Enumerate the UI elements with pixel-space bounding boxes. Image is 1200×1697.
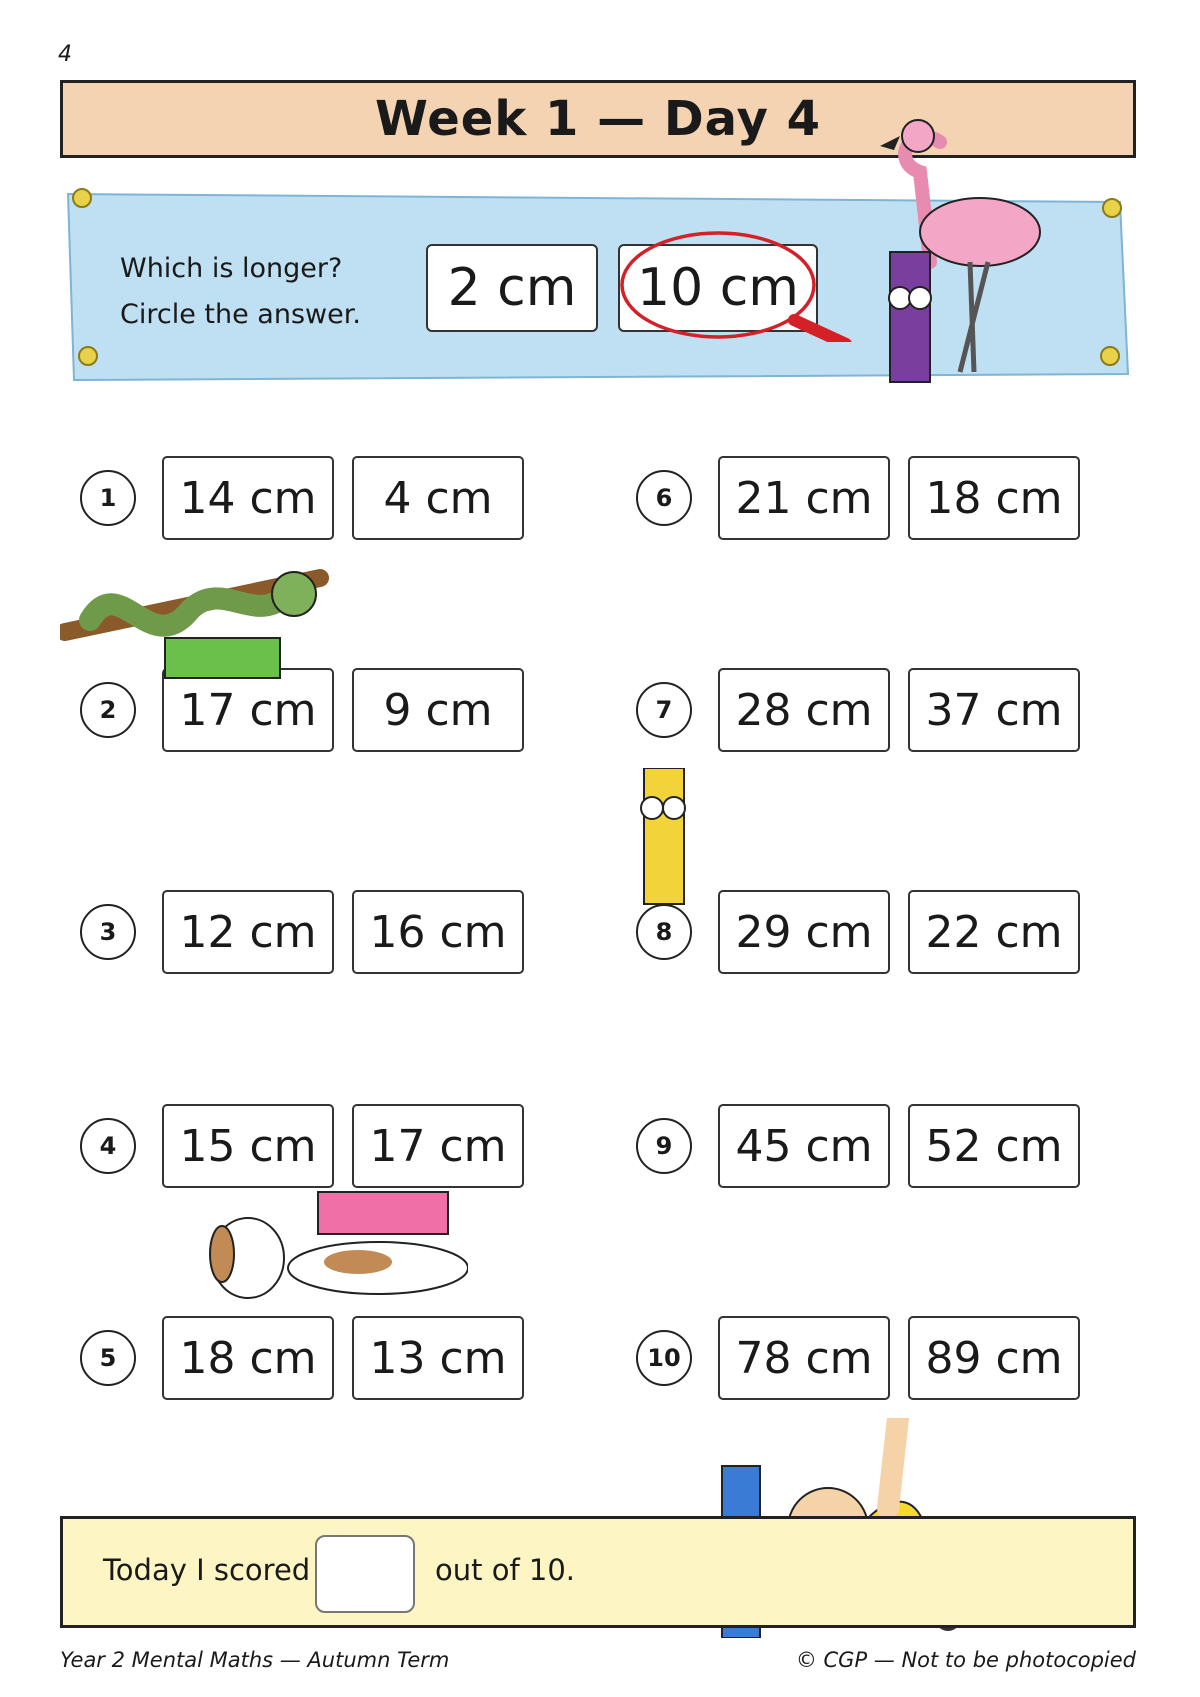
answer-circle — [618, 228, 854, 342]
example-banner — [60, 188, 1136, 388]
example-instructions — [120, 246, 361, 338]
answer-option-b[interactable]: 16 cm — [352, 890, 524, 974]
answer-option-b[interactable]: 89 cm — [908, 1316, 1080, 1400]
question-number: 8 — [636, 904, 692, 960]
answer-option-b[interactable]: 18 cm — [908, 456, 1080, 540]
answer-option-a[interactable]: 29 cm — [718, 890, 890, 974]
answer-option-a[interactable]: 45 cm — [718, 1104, 890, 1188]
answer-option-a[interactable]: 21 cm — [718, 456, 890, 540]
instruction-line-1: Which is longer? — [120, 253, 343, 284]
answer-option-b[interactable]: 13 cm — [352, 1316, 524, 1400]
page-number: 4 — [58, 42, 72, 67]
score-suffix: out of 10. — [435, 1553, 576, 1587]
score-prefix: Today I scored — [103, 1553, 311, 1587]
yellow-ruler-illustration — [630, 768, 700, 908]
answer-option-a[interactable]: 18 cm — [162, 1316, 334, 1400]
score-bar — [60, 1516, 1136, 1628]
answer-option-a[interactable]: 78 cm — [718, 1316, 890, 1400]
instruction-line-2: Circle the answer. — [120, 299, 361, 330]
answer-option-b[interactable]: 37 cm — [908, 668, 1080, 752]
answer-option-b[interactable]: 17 cm — [352, 1104, 524, 1188]
example-option-b: 10 cm — [618, 244, 818, 332]
footer-right: © CGP — Not to be photocopied — [795, 1648, 1136, 1672]
answer-option-b[interactable]: 4 cm — [352, 456, 524, 540]
example-option-a: 2 cm — [426, 244, 598, 332]
page-title: Week 1 — Day 4 — [375, 91, 821, 147]
question-number: 6 — [636, 470, 692, 526]
answer-option-b[interactable]: 22 cm — [908, 890, 1080, 974]
question-number: 5 — [80, 1330, 136, 1386]
answer-option-a[interactable]: 12 cm — [162, 890, 334, 974]
question-number: 3 — [80, 904, 136, 960]
dog-illustration — [208, 1188, 468, 1308]
flamingo-illustration — [870, 102, 1070, 392]
answer-option-a[interactable]: 28 cm — [718, 668, 890, 752]
answer-option-b[interactable]: 52 cm — [908, 1104, 1080, 1188]
question-number: 10 — [636, 1330, 692, 1386]
question-number: 1 — [80, 470, 136, 526]
question-number: 2 — [80, 682, 136, 738]
question-number: 4 — [80, 1118, 136, 1174]
question-number: 7 — [636, 682, 692, 738]
answer-option-b[interactable]: 9 cm — [352, 668, 524, 752]
score-input-box[interactable] — [315, 1535, 415, 1613]
answer-option-a[interactable]: 17 cm — [162, 668, 334, 752]
answer-option-a[interactable]: 14 cm — [162, 456, 334, 540]
footer-left: Year 2 Mental Maths — Autumn Term — [60, 1648, 450, 1672]
snake-illustration — [60, 560, 330, 680]
question-number: 9 — [636, 1118, 692, 1174]
answer-option-a[interactable]: 15 cm — [162, 1104, 334, 1188]
